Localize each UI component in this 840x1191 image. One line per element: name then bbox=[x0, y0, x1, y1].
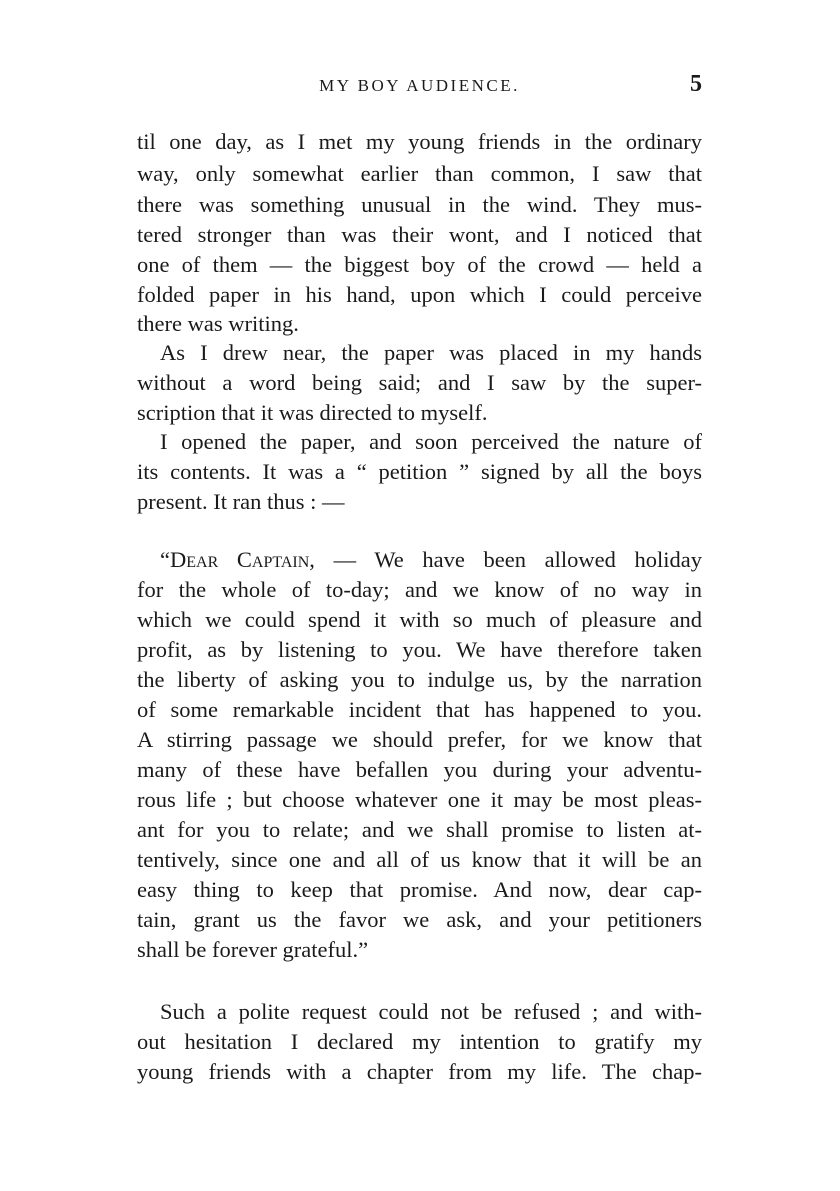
text-line: the liberty of asking you to indulge us, by the narration bbox=[137, 667, 702, 692]
text-line: present. It ran thus : — bbox=[137, 489, 345, 514]
text-line: easy thing to keep that promise. And now, dear cap- bbox=[137, 877, 702, 902]
opening-text: — We have been allowed holiday bbox=[314, 547, 702, 572]
text-line: profit, as by listening to you. We have therefore taken bbox=[137, 637, 702, 662]
text-line: young friends with a chapter from my life. The chap- bbox=[137, 1059, 702, 1084]
text-line: rous life ; but choose whatever one it may be most pleas- bbox=[137, 787, 702, 812]
text-line: As I drew near, the paper was placed in my hands bbox=[160, 340, 702, 365]
running-title: MY BOY AUDIENCE. bbox=[319, 76, 520, 95]
text-line: ant for you to relate; and we shall promise to listen at- bbox=[137, 817, 702, 842]
text-line: out hesitation I declared my intention to gratify my bbox=[137, 1029, 702, 1054]
text-line: til one day, as I met my young friends in the ordinary bbox=[137, 129, 702, 154]
text-line: scription that it was directed to myself. bbox=[137, 400, 488, 425]
page-number: 5 bbox=[690, 71, 702, 97]
text-line: tered stronger than was their wont, and I noticed that bbox=[137, 222, 702, 247]
running-head bbox=[137, 71, 702, 106]
text-line: which we could spend it with so much of pleasure and bbox=[137, 607, 702, 632]
text-line: A stirring passage we should prefer, for we know that bbox=[137, 727, 702, 752]
text-line: of some remarkable incident that has happened to you. bbox=[137, 697, 702, 722]
text-line: its contents. It was a “ petition ” signed by all the boys bbox=[137, 459, 702, 484]
text-line: one of them — the biggest boy of the crowd — held a bbox=[137, 252, 702, 277]
text-line: for the whole of to-day; and we know of no way in bbox=[137, 577, 702, 602]
text-line: shall be forever grateful.” bbox=[137, 937, 369, 962]
text-line: Such a polite request could not be refused ; and with- bbox=[160, 999, 702, 1024]
open-quote: “ bbox=[160, 547, 170, 572]
text-line: there was something unusual in the wind. They mus- bbox=[137, 192, 702, 217]
text-line: tain, grant us the favor we ask, and your petitioners bbox=[137, 907, 702, 932]
text-line: tentively, since one and all of us know that it will be an bbox=[137, 847, 702, 872]
text-line: folded paper in his hand, upon which I could perceive bbox=[137, 282, 702, 307]
text-line: way, only somewhat earlier than common, I saw that bbox=[137, 161, 702, 186]
letter-opening-line bbox=[160, 544, 702, 576]
text-line: many of these have befallen you during your adventu- bbox=[137, 757, 702, 782]
text-line: there was writing. bbox=[137, 311, 299, 336]
text-line: I opened the paper, and soon perceived the nature of bbox=[160, 429, 702, 454]
salutation: Dear Captain, bbox=[170, 547, 315, 572]
text-line: without a word being said; and I saw by the super- bbox=[137, 370, 702, 395]
